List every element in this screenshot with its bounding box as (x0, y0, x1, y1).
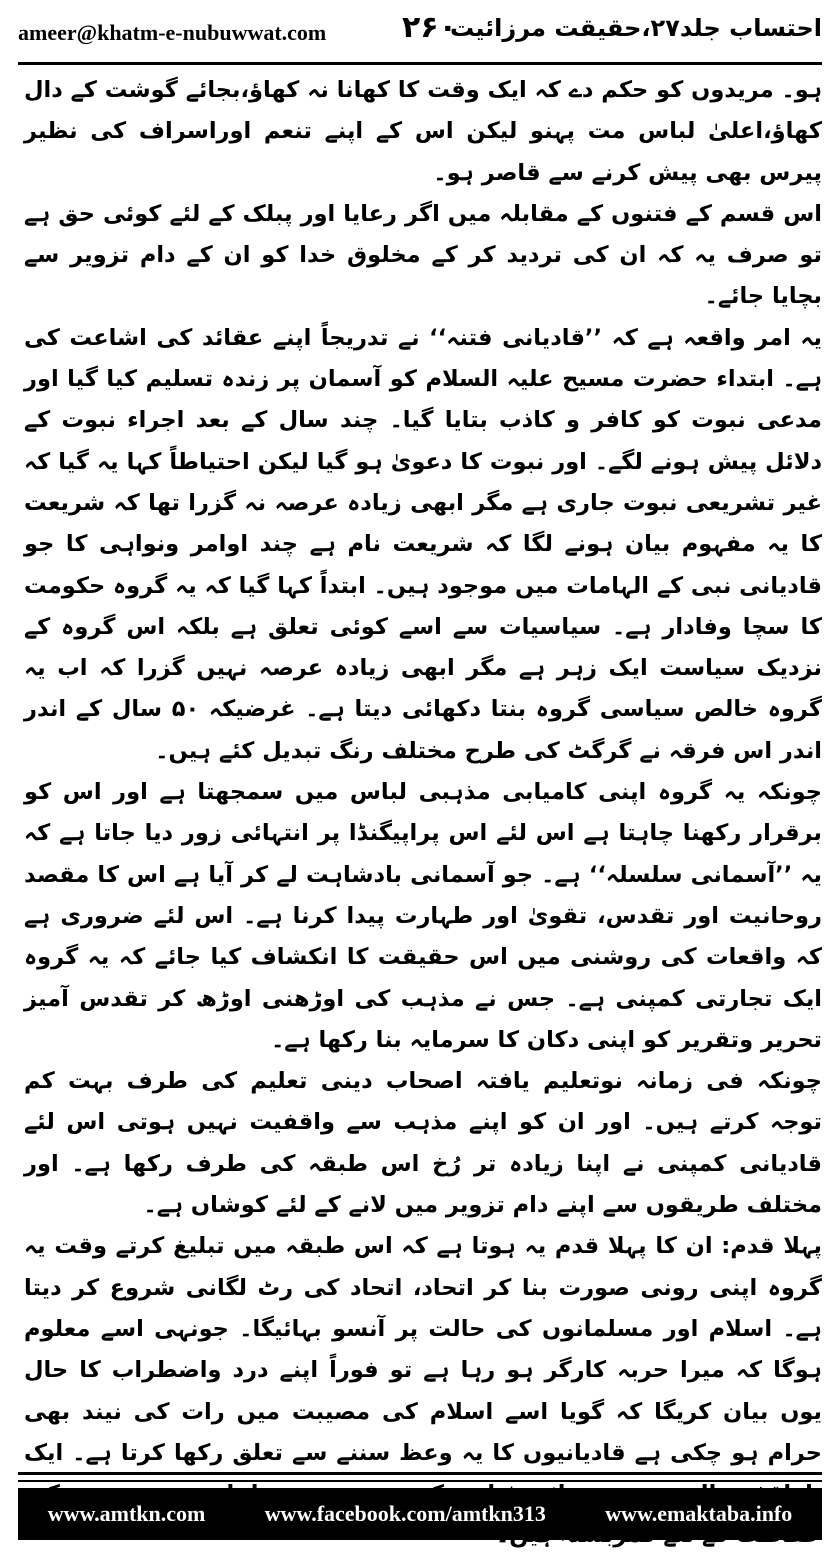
footer-rule (18, 1472, 822, 1475)
paragraph-1: ہو۔ مریدوں کو حکم دے کہ ایک وقت کا کھانا نہ کھاؤ،بجائے گوشت کے دال کھاؤ،اعلیٰ لباس مت پہنو لیکن اس کے اپنے تنعم اوراسراف کی نظیر پیرس بھی پیش کرنے سے قاصر ہو۔ (24, 77, 822, 186)
paragraph-2: اس قسم کے فتنوں کے مقابلہ میں اگر رعایا اور پبلک کے لئے کوئی حق ہے تو صرف یہ کہ ان کی تردید کر کے مخلوق خدا کو ان کے دام تزویر سے بچایا جائے۔ (24, 200, 822, 310)
page-body (24, 70, 822, 1466)
paragraph-4: چونکہ یہ گروہ اپنی کامیابی مذہبی لباس میں سمجھتا ہے اور اس کو برقرار رکھنا چاہتا ہے اس لئے اس پراپیگنڈا پر انتہائی زور دیا جاتا ہے کہ یہ ’’آسمانی سلسلہ‘‘ ہے۔ جو آسمانی بادشاہت لے کر آیا ہے اس کا مقصد روحانیت اور تقدس، تقویٰ اور طہارت پیدا کرنا ہے۔ اس لئے ضروری ہے کہ واقعات کی روشنی میں اس حقیقت کا انکشاف کیا جائے کہ یہ گروہ ایک تجارتی کمپنی ہے۔ جس نے مذہب کی اوڑھنی اوڑھ کر تقدس آمیز تحریر وتقریر کو اپنی دکان کا سرمایہ بنا رکھا ہے۔ (24, 779, 822, 1053)
page-header (18, 0, 822, 62)
paragraph-5: چونکہ فی زمانہ نوتعلیم یافتہ اصحاب دینی تعلیم کی طرف بہت کم توجہ کرتے ہیں۔ اور ان کو اپنے مذہب سے واقفیت نہیں ہوتی اس لئے قادیانی کمپنی نے اپنا زیادہ تر رُخ اس طبقہ کی طرف رکھا ہے۔ اور مختلف طریقوں سے اپنے دام تزویر میں لانے کے لئے کوشاں ہے۔ (24, 1068, 822, 1219)
footer-bar (18, 1488, 822, 1540)
header-rule (18, 62, 822, 65)
book-title: احتساب جلد۲۷،حقیقت مرزائیت (449, 14, 822, 42)
footer-link-amtkn[interactable]: www.amtkn.com (47, 1501, 206, 1526)
footer-link-facebook[interactable]: www.facebook.com/amtkn313 (264, 1501, 546, 1526)
paragraph-6: پہلا قدم: ان کا پہلا قدم یہ ہوتا ہے کہ اس طبقہ میں تبلیغ کرتے وقت یہ گروہ اپنی رونی صورت بنا کر اتحاد، اتحاد کی رٹ لگانی شروع کر دیتا ہے۔ اسلام اور مسلمانوں کی حالت پر آنسو بہائیگا۔ جونہی اسے معلوم ہوگا کہ میرا حربہ کارگر ہو رہا ہے تو فوراً اپنے درد واضطراب کا حال یوں بیان کریگا کہ گویا اسے اسلام کی مصیبت میں رات کی نیند بھی حرام ہو چکی ہے قادیانیوں کا یہ وعظ سننے سے تعلق رکھا کرتا ہے۔ ایک (24, 1233, 822, 1466)
footer-rule-thin (18, 1480, 822, 1482)
header-email[interactable]: ameer@khatm-e-nubuwwat.com (18, 20, 327, 45)
footer-link-emaktaba[interactable]: www.emaktaba.info (605, 1501, 793, 1526)
page-number: ۲۶۰ (402, 10, 457, 45)
paragraph-3: یہ امر واقعہ ہے کہ ’’قادیانی فتنہ‘‘ نے تدریجاً اپنے عقائد کی اشاعت کی ہے۔ ابتداء حضرت مسیح علیہ السلام کو آسمان پر زندہ تسلیم کیا گیا اور مدعی نبوت کو کافر و کاذب بتایا گیا۔ چند سال کے بعد اجراء نبوت کے دلائل پیش ہونے لگے۔ اور نبوت کا دعویٰ ہو گیا لیکن احتیاطاً کہا یہ گیا کہ غیر تشریعی نبوت جاری ہے مگر ابھی زیادہ عرصہ نہ گزرا تھا کہ شریعت کا یہ مفہوم بیان ہونے لگا کہ شریعت نام ہے چند اوامر ونواہی کا جو قادیانی نبی کے الہامات میں موجود ہیں۔ ابتداً کہا گیا کہ یہ گروہ حکومت کا سچا وفادار ہے۔ سیاسیات سے اسے کوئی تعلق ہے بلکہ اس گروہ کے نزدیک سیاست ایک زہر ہے مگر ابھی زیادہ عرصہ نہیں گزرا کہ اب یہ گروہ خالص سیاسی گروہ بنتا دکھائی دیتا ہے۔ غرضیکہ ۵۰ سال کے اندر اندر اس فرقہ نے گرگٹ کی طرح مختلف رنگ تبدیل کئے ہیں۔ (24, 324, 822, 764)
